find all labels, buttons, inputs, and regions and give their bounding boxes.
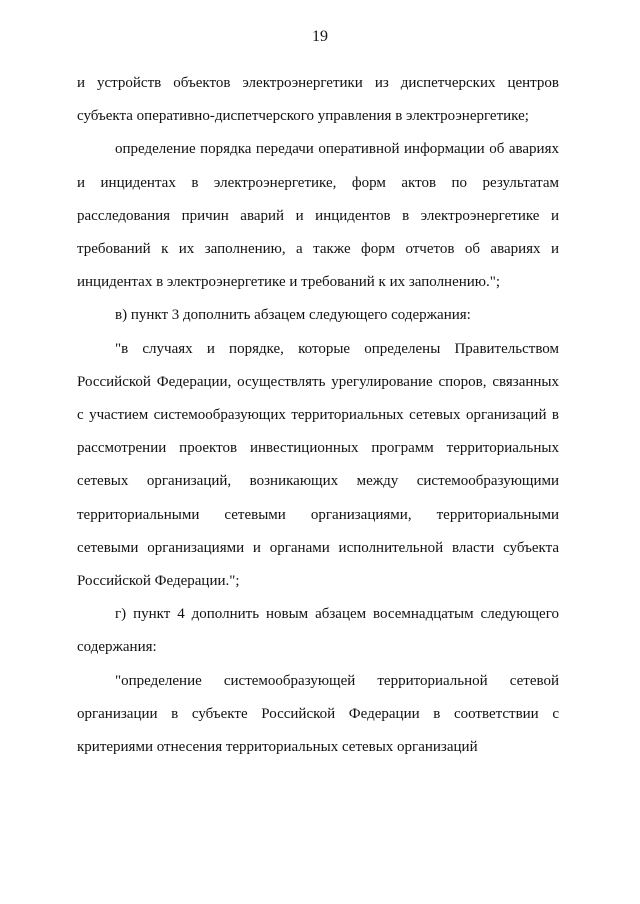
paragraph: "в случаях и порядке, которые определены Правительством Российской Федерации, осуществлять урегулирование споров, связанных с участием системообразующих территориальных сетевых организаций в рассмотрении проектов инвестиционных программ территориальных сетевых организаций, возникающих между системообразующими территориальными сетевыми организациями, территориальными сетевыми организациями и органами исполнительной власти субъекта Российской Федерации."; [77, 340, 559, 590]
paragraph: "определение системообразующей территориальной сетевой организации в субъекте Российской Федерации в соответствии с критериями отнесения территориальных сетевых организаций [77, 672, 559, 756]
page-number: 19 [312, 28, 328, 45]
paragraph: определение порядка передачи оперативной информации об авариях и инцидентах в электроэнергетике, форм актов по результатам расследования причин аварий и инцидентов в электроэнергетике и требований к их заполнению, а также форм отчетов об авариях и инцидентах в электроэнергетике и требований к их заполнению."; [77, 141, 559, 291]
paragraph: г) пункт 4 дополнить новым абзацем восемнадцатым следующего содержания: [77, 606, 559, 656]
paragraph: и устройств объектов электроэнергетики из диспетчерских центров субъекта оперативно-диспетчерского управления в электроэнергетике; [77, 75, 559, 125]
document-body [77, 67, 559, 764]
paragraph: в) пункт 3 дополнить абзацем следующего содержания: [115, 307, 471, 324]
